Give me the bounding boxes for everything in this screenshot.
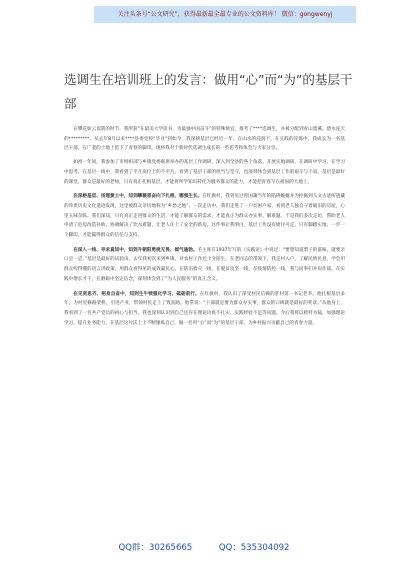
section-heading: 在见贤思齐、躬身自省中，知到生牛犊强化学习、砥砺前行。 [73,291,200,297]
article-title: 选调生在培训班上的发言：做用“心”而“为”的基层干部 [64,72,353,111]
section-heading: 在深入一线、寻求真知中，知到升朝阳勇挑无畏、倾气逢勃。 [73,247,198,253]
paragraph-section-3 [64,290,345,329]
paragraph-overview [64,158,345,187]
qq-number: QQ：535304092 [218,543,290,553]
paragraph-text: 在红旗村，我曾见过曾国藩当年的陷阱蜿蜒并为控掘到人文古迹所遗藏的珍贵历史文化遗迹发现。这里被群众亲切地称为“乡愁之地”。一次走访中，我们走进了一户贫困户家，看到老人独自守着破旧的房屋，心里五味杂陈。我们深知，只有真正走进群众的生活，才能了解群众的需求，才能真正为群众办实事、解难题。于是我们多次走访，帮助老人申请了危房改造补助，协调解决了饮水难题，让老人住上了安全的新房。这件事让我明白，基层工作没有捷径可走，只有脚踏实地、一步一个脚印，才能赢得群众的信任与支持。 [64,194,345,239]
section-heading: 在深耕基层、扬理黄土中，知到攀薇恩奋向下扎根、哪强生长。 [73,194,203,200]
article-body [64,125,345,332]
paragraph-text: 毛主席在1937年写的《实践论》中说过：“要想知道梨子的滋味，就要亲口尝一尝。”基层是最好的试验田。去年我初次来到乡镇，对农村工作还十分陌生。在老同志的带领下，我走村入户，了解民情民意，学会用群众听得懂的语言讲政策，用群众看得见的成效赢民心。在防汛救灾一线，在脱贫攻坚一线，在疫情防控一线，我与同事们并肩作战，在实践中增长才干，在磨砺中坚定信念，深刻体会到了“为人民服务”的真正含义。 [64,247,345,282]
paragraph-intro [64,125,345,154]
paragraph-text: 在红旗村，我认识了深受村民信赖的驻村第一书记老李。他扎根基层多年，为村里修路架桥、引进产业，带领村民走上了致富路。他常说：“干部就是要为群众办实事，群众的口碑就是最好的奖章。”从他身上，我看到了一名共产党员的初心与担当。我也深刻认识到自己还存在理论功底不扎实、实践经验不足等问题。今后我将以榜样为镜，加强理论学习，提升业务能力，在基层这片沃土上不断锤炼自己，做一名用“心”而“为”的基层干部，为乡村振兴贡献自己的青春力量。 [64,291,345,326]
paragraph-section-2 [64,246,345,285]
paragraph-section-1 [64,192,345,241]
promo-banner: 关注头条号“公文研究”，获得最新最全最专业的公文资料库！ 微信：gongwenyj [94,6,356,23]
contact-footer [0,541,408,553]
qq-group: QQ群：30265665 [118,543,193,553]
paragraph-text: 如初一年间，我参加了市组织部与乡镇党委联席举办的基层工作调研，深入到全县的各个角落。开展实地调研，在调研中学习，在学习中思考。在基层一线中，我看到了平凡岗位上的不平凡，看到了基层干部的担当与坚守，也深刻体会到基层工作的艰辛与不易。基层是最好的课堂，群众是最好的老师，只有真正扎根基层，才能将所学知识转化为服务群众的能力，才能把青春写在祖国的大地上。 [64,160,345,185]
paragraph-text: 在攀花如云似箭的时节，我所获“在最美大学读书，为最强中国奋斗”的特殊情宜，推考了****选调生，并被分配到青山墨溪、碧水连天的*********。从去年8月以来****县委党校“毕业”到如今，我深耕基层已经近一年。在山水的浸润下，在实践的淬炼中，我成长为一名基层干部，在广袤的土地上留下了青春的脚印。现将我对于新时代选调生成长的一些思考和体会与大家分享。 [64,127,345,152]
